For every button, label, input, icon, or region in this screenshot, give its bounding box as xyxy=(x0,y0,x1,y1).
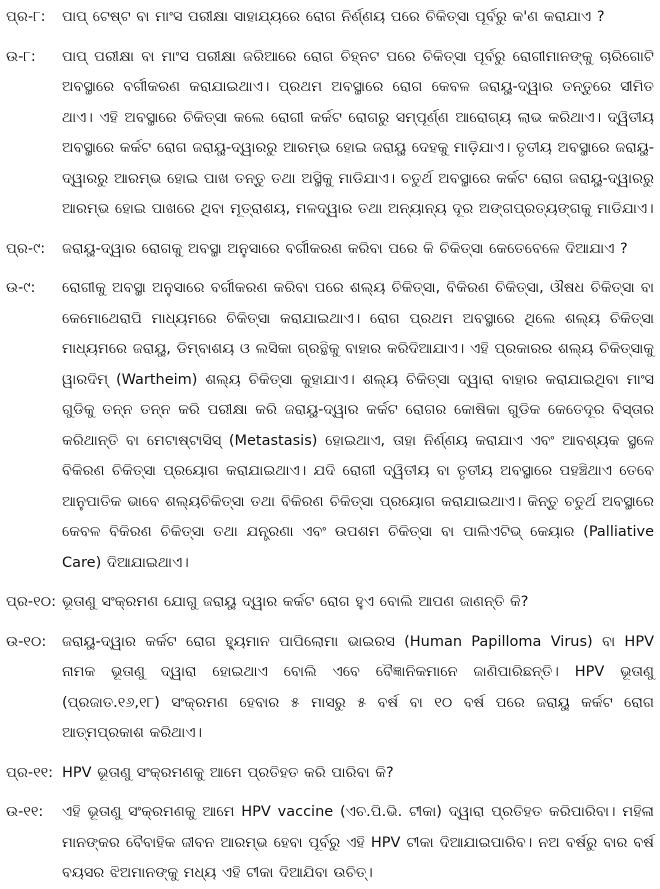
question-text: HPV ଭୂତାଣୁ ସଂକ୍ରମଣକୁ ଆମେ ପ୍ରତିହତ କରି ପାରିବା କି? xyxy=(62,764,394,781)
answer-11 xyxy=(6,797,654,889)
answer-label: ଉ-୧୦: xyxy=(6,633,47,650)
answer-label: ଉ-୯: xyxy=(6,280,36,296)
answer-text: ଏହି ଭୂତାଣୁ ସଂକ୍ରମଣକୁ ଆମେ HPV vaccine (ଏଚ.ପି.ଭି. ଟୀକା) ଦ୍ୱାରା ପ୍ରତିହତ କରିପାରିବା। ମହିଳା ମାନଙ୍କର ବୈବାହିକ ଜୀବନ ଆରମ୍ଭ ହେବା ପୂର୍ବରୁ ଏହି HPV ଟୀକା ଦିଆଯାଇପାରିବ। ନଅ ବର୍ଷରୁ ବାର ବର୍ଷ ବୟସର ଝିଅମାନଙ୍କୁ ମଧ୍ୟ ଏହି ଟୀକା ଦିଆଯିବା ଉଚିତ୍। xyxy=(62,804,654,881)
question-text: ଭୂତାଣୁ ସଂକ୍ରମଣ ଯୋଗୁ ଜରାୟୁ ଦ୍ୱାର କର୍କଟ ରୋଗ ହୁଏ ବୋଲି ଆପଣ ଜାଣନ୍ତି କି? xyxy=(62,594,529,610)
question-11 xyxy=(6,758,654,789)
question-10 xyxy=(6,587,654,618)
question-label: ପ୍ର-୧୦: xyxy=(6,594,57,610)
answer-text: ରୋଗୀକୁ ଅବସ୍ଥା ଅନୁସାରେ ବର୍ଗୀକରଣ କରିବା ପରେ ଶଲ୍ୟ ଚିକିତ୍ସା, ବିକିରଣ ଚିକିତ୍ସା, ଔଷଧ ଚିକିତ୍ସା ବା କେମୋଥେରାପି ମାଧ୍ୟମରେ ଚିକିତ୍ସା କରାଯାଇଥାଏ। ରୋଗ ପ୍ରଥମ ଅବସ୍ଥାରେ ଥିଲେ ଶଲ୍ୟ ଚିକିତ୍ସା ମାଧ୍ୟମରେ ଜରାୟୁ, ଡିମ୍ବାଶୟ ଓ ଲସିକା ଗ୍ରନ୍ଥିକୁ ବାହାର କରିଦିଆଯାଏ। ଏହି ପ୍ରକାରର ଶଲ୍ୟ ଚିକିତ୍ସାକୁ ୱାରଦିମ୍ (Wartheim) ଶଲ୍ୟ ଚିକିତ୍ସା କୁହାଯାଏ। ଶଲ୍ୟ ଚିକିତ୍ସା ଦ୍ୱାରା ବାହାର କରାଯାଇଥିବା ମାଂସ ଗୁଡିକୁ ତନ୍ନ ତନ୍ନ କରି ପରୀକ୍ଷା କରି ଜରାୟୁ-ଦ୍ୱାର କର୍କଟ ରୋଗର କୋଷିକା ଗୁଡିକ କେତେଦୂର ବିସ୍ତାର କରିଥାନ୍ତି ବା ମେଟାଷ୍ଟାସିସ୍ (Metastasis) ହୋଇଥାଏ, ତାହା ନିର୍ଣ୍ଣୟ କରାଯାଏ ଏବଂ ଆବଶ୍ୟକ ସ୍ଥଳେ ବିକିରଣ ଚିକିତ୍ସା ପ୍ରୟୋଗ କରାଯାଇଥାଏ। ଯଦି ରୋଗୀ ଦ୍ୱିତୀୟ ବା ତୃତୀୟ ଅବସ୍ଥାରେ ପହଞ୍ଚିଥାଏ ତେବେ ଆନୁପାତିକ ଭାବେ ଶଲ୍ୟଚିକିତ୍ସା ତଥା ବିକିରଣ ଚିକିତ୍ସା ପ୍ରୟୋଗ କରାଯାଇଥାଏ। କିନ୍ତୁ ଚତୁର୍ଥ ଅବସ୍ଥାରେ କେବଳ ବିକିରଣ ଚିକିତ୍ସା ତଥା ଯନ୍ତ୍ରଣା ଏବଂ ଉପଶମ ଚିକିତ୍ସା ବା ପାଲିଏଟିଭ୍ କେୟାର (Palliative Care) ଦିଆଯାଇଥାଏ। xyxy=(62,280,654,571)
answer-label: ଉ-୧୧: xyxy=(6,804,44,820)
question-label: ପ୍ର-୯: xyxy=(6,240,46,257)
answer-9 xyxy=(6,273,654,578)
question-label: ପ୍ର-୧୧: xyxy=(6,764,54,781)
question-9 xyxy=(6,234,654,265)
question-label: ପ୍ର-୮: xyxy=(6,9,46,25)
question-8 xyxy=(6,2,654,33)
question-text: ଜରାୟୁ-ଦ୍ୱାର ରୋଗକୁ ଅବସ୍ଥା ଅନୁସାରେ ବର୍ଗୀକରଣ କରିବା ପରେ କି ଚିକିତ୍ସା କେତେବେଳେ ଦିଆଯାଏ ? xyxy=(62,240,628,257)
answer-10 xyxy=(6,627,654,749)
answer-8 xyxy=(6,42,654,225)
answer-text: ଜରାୟୁ-ଦ୍ୱାର କର୍କଟ ରୋଗ ହ୍ୟୁମାନ ପାପିଲୋମା ଭାଇରସ (Human Papilloma Virus) ବା HPV ନାମକ ଭୂତାଣୁ ଦ୍ୱାରା ହୋଇଥାଏ ବୋଲି ଏବେ ବୈଜ୍ଞାନିକମାନେ ଜାଣିପାରିଛନ୍ତି। HPV ଭୂତାଣୁ (ପ୍ରଜାତ.୧୬,୧୮) ସଂକ୍ରମଣ ହେବାର ୫ ମାସରୁ ୫ ବର୍ଷ ବା ୧୦ ବର୍ଷ ପରେ ଜରାୟୁ କର୍କଟ ରୋଗ ଆତ୍ମପ୍ରକାଶ କରିଥାଏ। xyxy=(62,633,654,741)
question-text: ପାପ୍ ଟେଷ୍ଟ ବା ମାଂସ ପରୀକ୍ଷା ସାହାଯ୍ୟରେ ରୋଗ ନିର୍ଣ୍ଣୟ ପରେ ଚିକିତ୍ସା ପୂର୍ବରୁ କ'ଣ କରାଯାଏ ? xyxy=(62,9,605,25)
answer-text: ପାପ୍ ପରୀକ୍ଷା ବା ମାଂସ ପରୀକ୍ଷା ଜରିଆରେ ରୋଗ ଚିହ୍ନଟ ପରେ ଚିକିତ୍ସା ପୂର୍ବରୁ ରୋଗୀମାନଙ୍କୁ ଚାରିଗୋଟି ଅବସ୍ଥାରେ ବର୍ଗୀକରଣ କରାଯାଇଥାଏ। ପ୍ରଥମ ଅବସ୍ଥାରେ ରୋଗ କେବଳ ଜରାୟୁ-ଦ୍ୱାର ତନ୍ତୁରେ ସୀମିତ ଥାଏ। ଏହି ଅବସ୍ଥାରେ ଚିକିତ୍ସା କଲେ ରୋଗୀ କର୍କଟ ରୋଗରୁ ସମ୍ପୂର୍ଣ୍ଣ ଆରୋଗ୍ୟ ଲାଭ କରିଥାଏ। ଦ୍ୱିତୀୟ ଅବସ୍ଥାରେ କର୍କଟ ରୋଗ ଜରାୟୁ-ଦ୍ୱାରରୁ ଆରମ୍ଭ ହୋଇ ଜରାୟୁ ଦେହକୁ ମାଡ଼ିଯାଏ। ତୃତୀୟ ଅବସ୍ଥାରେ ଜରାୟୁ-ଦ୍ୱାରରୁ ଆରମ୍ଭ ହୋଇ ପାଖ ତନ୍ତୁ ତଥା ଅସ୍ଥିକୁ ମାଡିଯାଏ। ଚତୁର୍ଥ ଅବସ୍ଥାରେ କର୍କଟ ରୋଗ ଜରାୟୁ-ଦ୍ୱାରରୁ ଆରମ୍ଭ ହୋଇ ପାଖରେ ଥିବା ମୂତ୍ରାଶୟ, ମଳଦ୍ୱାର ତଥା ଅନ୍ୟାନ୍ୟ ଦୂର ଅଙ୍ଗପ୍ରତ୍ୟଙ୍ଗକୁ ମାଡିଯାଏ। xyxy=(62,48,654,217)
answer-label: ଉ-୮: xyxy=(6,48,36,65)
